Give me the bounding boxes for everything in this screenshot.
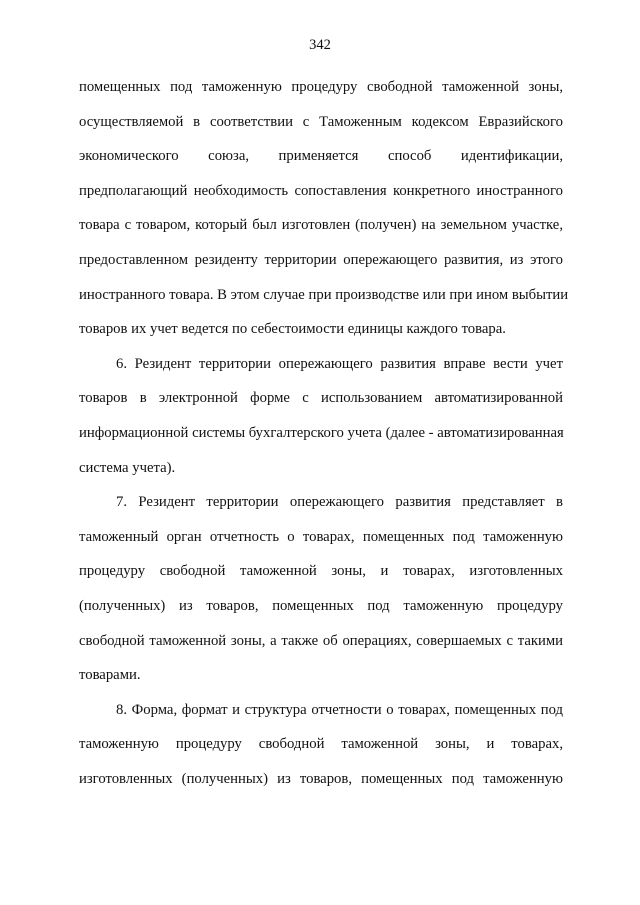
- text-line: экономического союза, применяется способ идентификации,: [79, 148, 563, 165]
- paragraph-8-line: изготовленных (полученных) из товаров, помещенных под таможенную: [79, 770, 563, 787]
- text-line: товара с товаром, который был изготовлен (получен) на земельном участке,: [79, 217, 563, 234]
- paragraph-8-line: 8. Форма, формат и структура отчетности о товарах, помещенных под: [116, 701, 563, 718]
- text-line: помещенных под таможенную процедуру свободной таможенной зоны,: [79, 79, 563, 95]
- paragraph-7-line: товарами.: [79, 667, 141, 684]
- text-line: товаров их учет ведется по себестоимости единицы каждого товара.: [79, 321, 506, 338]
- paragraph-6-line: информационной системы бухгалтерского учета (далее - автоматизированная: [79, 424, 564, 441]
- text-line: предоставленном резиденту территории опережающего развития, из этого: [79, 251, 563, 268]
- page-number: 342: [309, 37, 331, 53]
- paragraph-8-line: таможенную процедуру свободной таможенной зоны, и товарах,: [79, 736, 563, 753]
- paragraph-6-line: система учета).: [79, 459, 176, 476]
- paragraph-6-line: 6. Резидент территории опережающего развития вправе вести учет: [116, 355, 563, 372]
- paragraph-7-line: свободной таможенной зоны, а также об операциях, совершаемых с такими: [79, 632, 563, 649]
- paragraph-7-line: (полученных) из товаров, помещенных под таможенную процедуру: [79, 597, 563, 614]
- paragraph-7-line: процедуру свободной таможенной зоны, и товарах, изготовленных: [79, 563, 563, 580]
- text-line: предполагающий необходимость сопоставления конкретного иностранного: [79, 182, 563, 199]
- text-line: осуществляемой в соответствии с Таможенным кодексом Евразийского: [79, 113, 563, 130]
- paragraph-7-line: таможенный орган отчетность о товарах, помещенных под таможенную: [79, 528, 563, 545]
- paragraph-7-line: 7. Резидент территории опережающего развития представляет в: [116, 494, 563, 511]
- text-line: иностранного товара. В этом случае при производстве или при ином выбытии: [79, 286, 569, 303]
- document-body: [79, 70, 569, 796]
- paragraph-6-line: товаров в электронной форме с использованием автоматизированной: [79, 390, 563, 407]
